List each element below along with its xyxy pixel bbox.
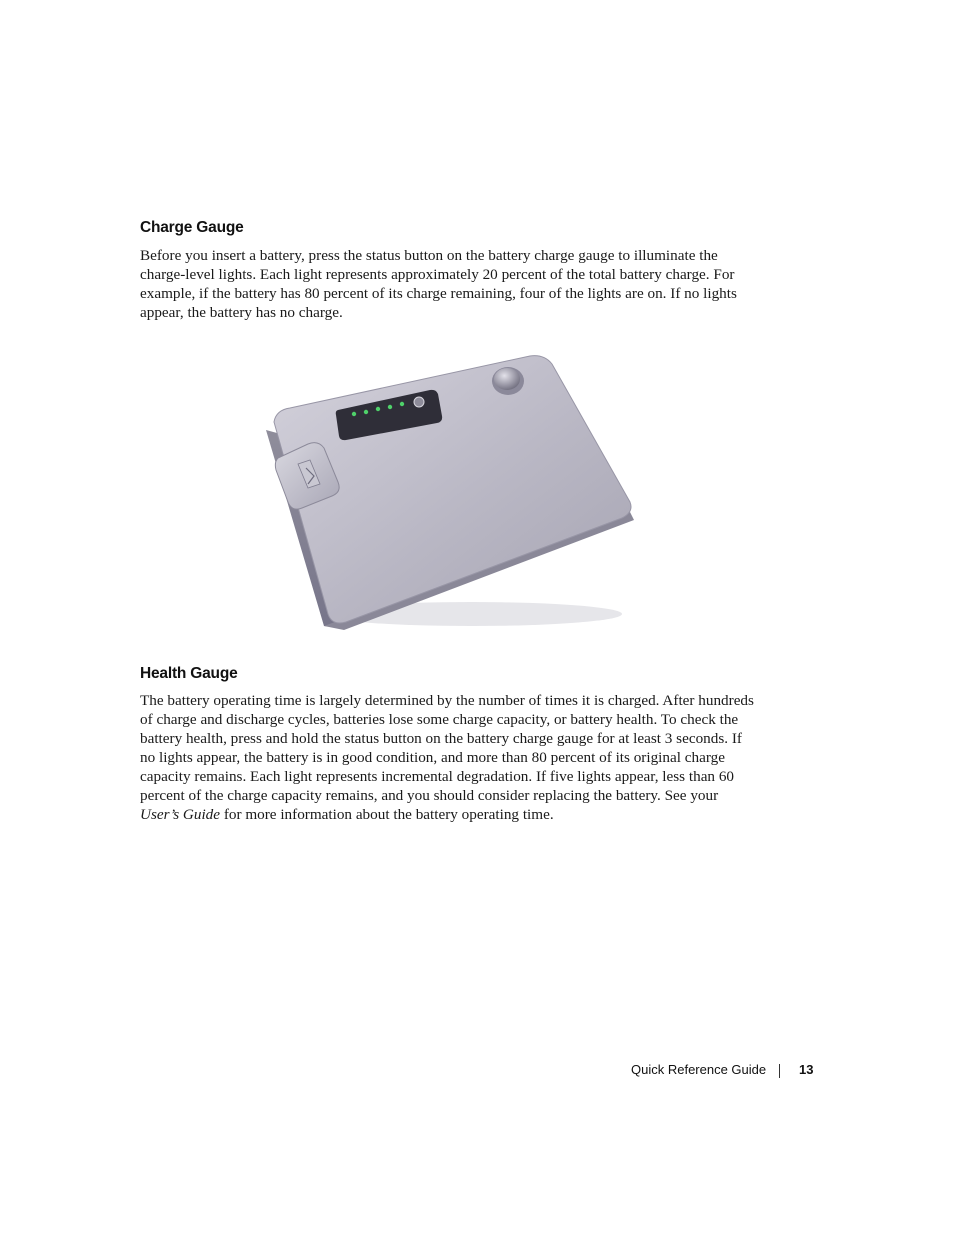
status-button-icon [414, 397, 424, 407]
health-gauge-heading: Health Gauge [140, 665, 238, 682]
charge-led-3 [376, 407, 380, 411]
page-number: 13 [799, 1062, 814, 1077]
charge-led-2 [364, 410, 368, 414]
charge-gauge-heading: Charge Gauge [140, 219, 244, 236]
users-guide-reference: User’s Guide [140, 806, 221, 823]
health-paragraph-text-1: The battery operating time is largely determined by the number of times it is charged. After hundreds of charge and discharge cycles, batteries lose some charge capacity, or battery health. To check the battery health, press and hold the status button on the battery charge gauge for at least 3 seconds. If no lights appear, the battery is in good condition, and more than 80 percent of its original charge capacity remains. Each light represents incremental degradation. If five lights appear, less than 60 percent of the charge capacity remains, and you should consider replacing the battery. See your [140, 692, 754, 804]
footer-separator [779, 1064, 780, 1078]
health-gauge-paragraph [140, 691, 760, 824]
charge-gauge-paragraph: Before you insert a battery, press the status button on the battery charge gauge to illuminate the charge-level lights. Each light represents approximately 20 percent of the total battery charge. For example, if the battery has 80 percent of its charge remaining, four of the lights are on. If no lights appear, the battery has no charge. [140, 247, 737, 321]
charge-led-4 [388, 405, 392, 409]
battery-image [262, 352, 642, 632]
charge-led-1 [352, 412, 356, 416]
release-button [492, 367, 524, 395]
health-paragraph-text-2: for more information about the battery operating time. [220, 806, 554, 823]
footer-guide-title: Quick Reference Guide [631, 1062, 767, 1077]
charge-led-5 [400, 402, 404, 406]
